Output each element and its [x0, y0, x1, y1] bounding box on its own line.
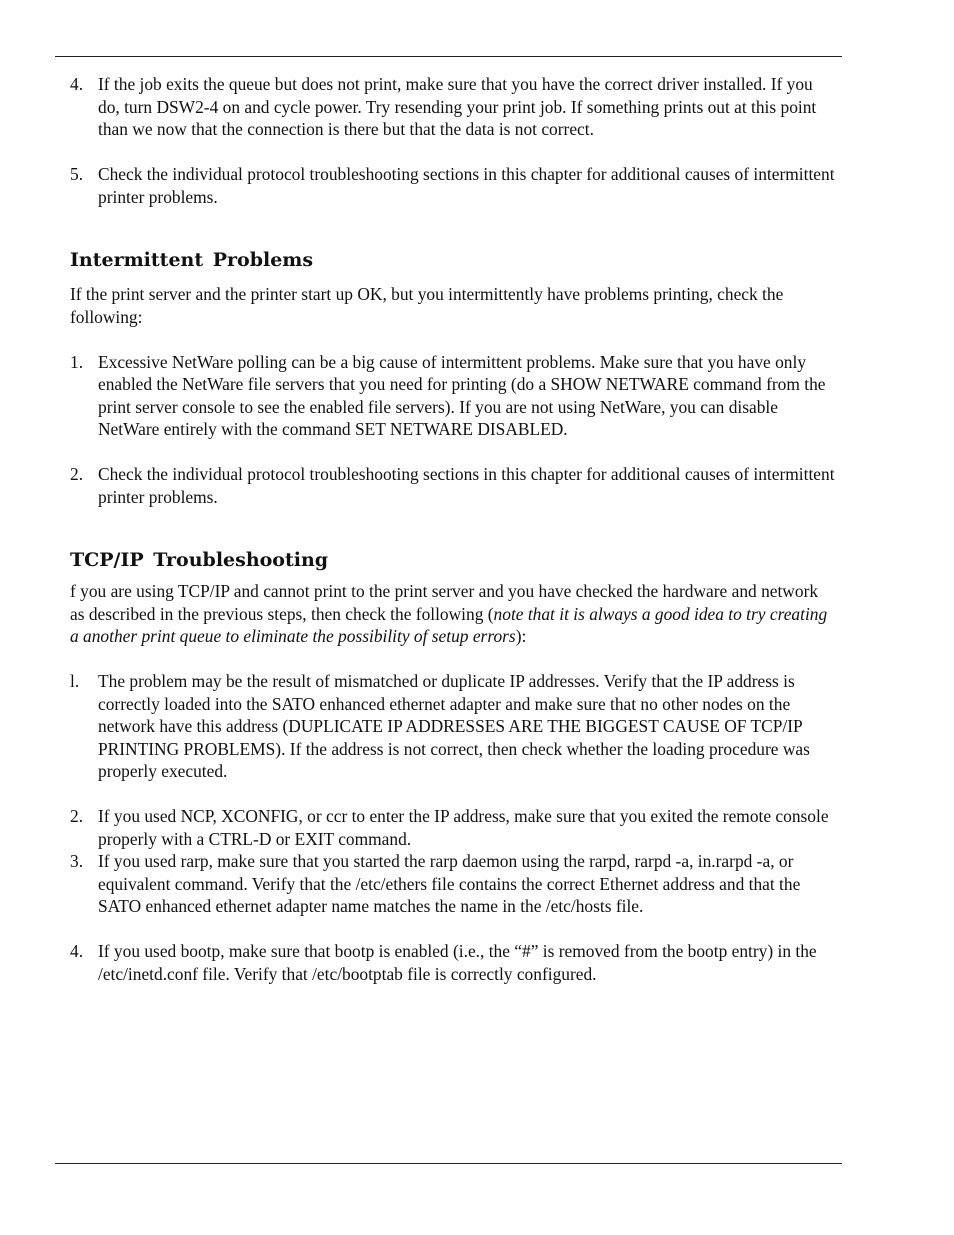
list-item-text: The problem may be the result of mismatched or duplicate IP addresses. Verify that the IP address is correctly loaded into the SATO enhanced ethernet adapter and make sure that no other nodes on the network have this address (DUPLICATE IP ADDRESSES ARE THE BIGGEST CAUSE OF TCP/IP PRINTING PROBLEMS). If the address is not correct, then check whether the loading procedure was properly executed.	[98, 671, 810, 781]
list-item-text: If you used NCP, XCONFIG, or ccr to enter the IP address, make sure that you exited the remote console properly with a CTRL-D or EXIT command.	[98, 806, 829, 849]
list-number: 5.	[70, 164, 84, 184]
list-item-5	[70, 163, 835, 208]
list-number: 3.	[70, 851, 84, 871]
list-item-text: If you used bootp, make sure that bootp is enabled (i.e., the “#” is removed from the bootp entry) in the	[98, 941, 817, 961]
tcpip-intro-text: f you are using TCP/IP and cannot print to the print server and you have checked the hardware and network as described in the previous steps, then check the following (	[70, 581, 819, 624]
list-number: 1.	[70, 351, 84, 372]
tcpip-list-item-3	[70, 850, 835, 918]
tcpip-intro	[70, 580, 835, 648]
list-item-text: If the job exits the queue but does not print, make sure that you have the correct driver installed. If you do, turn DSW2-4 on and cycle power. Try resending your print job. If something prints out at this point than we now that the connection is there but that the data is not correct.	[98, 74, 817, 139]
tcpip-intro-end: ):	[515, 626, 527, 646]
list-number: 4.	[70, 941, 84, 961]
tcpip-list-item-2	[70, 805, 835, 850]
bottom-rule	[55, 1163, 842, 1164]
heading-tcpip-troubleshooting: TCP/IP Troubleshooting	[70, 549, 329, 571]
list-item-4	[70, 73, 835, 141]
list-item-2	[70, 463, 835, 508]
list-number: 2.	[70, 464, 84, 484]
list-number: 4.	[70, 74, 84, 94]
list-item-text-continued: /etc/inetd.conf file. Verify that /etc/bootptab file is correctly configured.	[98, 963, 597, 984]
tcpip-list-item-1	[70, 670, 835, 783]
list-item-text: If you used rarp, make sure that you started the rarp daemon using the rarpd, rarpd -a, in.rarpd -a, or equivalent command. Verify that the /etc/ethers file contains the correct Ethernet address and that the SATO enhanced ethernet adapter name matches the name in the /etc/hosts file.	[98, 851, 801, 916]
tcpip-intro-note: note that it is always a good idea to try creating a another print queue to eliminate the possibility of setup errors	[70, 603, 828, 646]
page-body	[70, 73, 835, 985]
list-item-text: Check the individual protocol troubleshooting sections in this chapter for additional causes of intermittent printer problems.	[98, 464, 835, 507]
list-item-text: Check the individual protocol troubleshooting sections in this chapter for additional causes of intermittent printer problems.	[98, 164, 835, 207]
list-item-1	[70, 351, 835, 441]
list-number: 2.	[70, 806, 84, 826]
top-rule	[55, 56, 842, 57]
list-item-text: Excessive NetWare polling can be a big cause of intermittent problems. Make sure that you have only enabled the NetWare file servers that you need for printing (do a SHOW NETWARE command from the print server console to see the enabled file servers). If you are not using NetWare, you can disable NetWare entirely with the command SET NETWARE DISABLED.	[98, 351, 826, 439]
tcpip-list-item-4	[70, 940, 835, 985]
intermittent-intro: If the print server and the printer start up OK, but you intermittently have problems printing, check the following:	[70, 284, 784, 327]
heading-intermittent-problems: Intermittent Problems	[70, 249, 314, 271]
list-number: l.	[70, 671, 80, 691]
